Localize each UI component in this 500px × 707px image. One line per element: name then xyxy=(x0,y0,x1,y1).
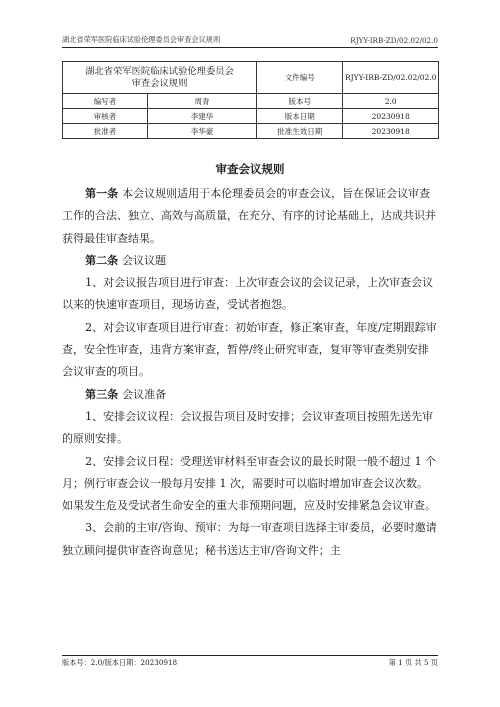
table-row xyxy=(63,94,439,109)
doc-no-label: 文件编号 xyxy=(257,62,343,94)
paragraph: 2、对会议审查项目进行审查：初始审查，修正案审查，年度/定期跟踪审查，安全性审查，违背方案审查，暂停/终止研究审查，复审等审查类别安排会议审查的项目。 xyxy=(62,320,437,379)
table-cell: 批准者 xyxy=(63,124,148,139)
page-footer xyxy=(62,658,438,668)
table-cell: 20230918 xyxy=(343,109,439,124)
document-info-table xyxy=(62,61,439,139)
article-1 xyxy=(62,183,438,250)
footer-rule xyxy=(62,655,438,656)
table-cell: 审核者 xyxy=(63,109,148,124)
document-body xyxy=(62,183,438,562)
org-title-cell xyxy=(63,62,257,94)
article-label: 第一条 xyxy=(85,187,119,200)
article-title: 会议议题 xyxy=(122,253,167,267)
header-right-text: RJYY-IRB-ZD/02.02/02.0 xyxy=(350,36,438,45)
table-cell: 周青 xyxy=(147,94,256,109)
article-title: 会议准备 xyxy=(122,387,167,401)
table-cell: 2.0 xyxy=(343,94,439,109)
org-name: 湖北省荣军医院临床试验伦理委员会 xyxy=(85,65,234,77)
table-row xyxy=(63,124,439,139)
header-rule xyxy=(62,47,438,48)
table-cell: 批准生效日期 xyxy=(257,124,343,139)
article-3-heading xyxy=(62,384,438,406)
article-label: 第二条 xyxy=(85,253,119,267)
article-text: 本会议规则适用于本伦理委员会的审查会议，旨在保证会议审查工作的合法、独立、高效与高质量，在充分、有序的讨论基础上，达成共识并获得最佳审查结果。 xyxy=(62,187,436,245)
paragraph: 1、对会议报告项目进行审查：上次审查会议的会议记录，上次审查会议以来的快速审查项目，现场访查，受试者抱怨。 xyxy=(62,276,434,312)
page-number: 第 1 页 共 5 页 xyxy=(388,658,438,667)
page-header xyxy=(62,33,438,45)
table-cell: 李华豪 xyxy=(147,124,256,139)
footer-version: 版本号：2.0/版本日期：20230918 xyxy=(62,658,178,667)
paragraph: 1、安排会议议程：会议报告项目及时安排；会议审查项目按照先送先审的原则安排。 xyxy=(62,409,434,446)
paragraph: 2、安排会议日程：受理送审材料至审查会议的最长时限一般不超过 1 个月；例行审查会议一般每月安排 1 次，需要时可以临时增加审查会议次数。如果发生危及受试者生命安全的重大非预期问题，应及时安排紧急会议审查。 xyxy=(62,454,437,513)
paragraph: 3、会前的主审/咨询、预审：为每一审查项目选择主审委员，必要时邀请独立顾问提供审查咨询意见；秘书送达主审/咨询文件；主 xyxy=(62,521,437,557)
header-left-text: 湖北省荣军医院临床试验伦理委员会审查会议规则 xyxy=(62,35,221,44)
table-row xyxy=(63,109,439,124)
article-2-heading xyxy=(62,250,438,272)
doc-subject: 审查会议规则 xyxy=(131,77,188,89)
document-title: 审查会议规则 xyxy=(215,162,285,176)
table-cell: 李建华 xyxy=(147,109,256,124)
table-cell: 编写者 xyxy=(63,94,148,109)
doc-no-value: RJYY-IRB-ZD/02.02/02.0 xyxy=(343,62,439,94)
table-cell: 20230918 xyxy=(343,124,439,139)
table-cell: 版本号 xyxy=(257,94,343,109)
table-cell: 版本日期 xyxy=(257,109,343,124)
article-label: 第三条 xyxy=(85,387,119,401)
